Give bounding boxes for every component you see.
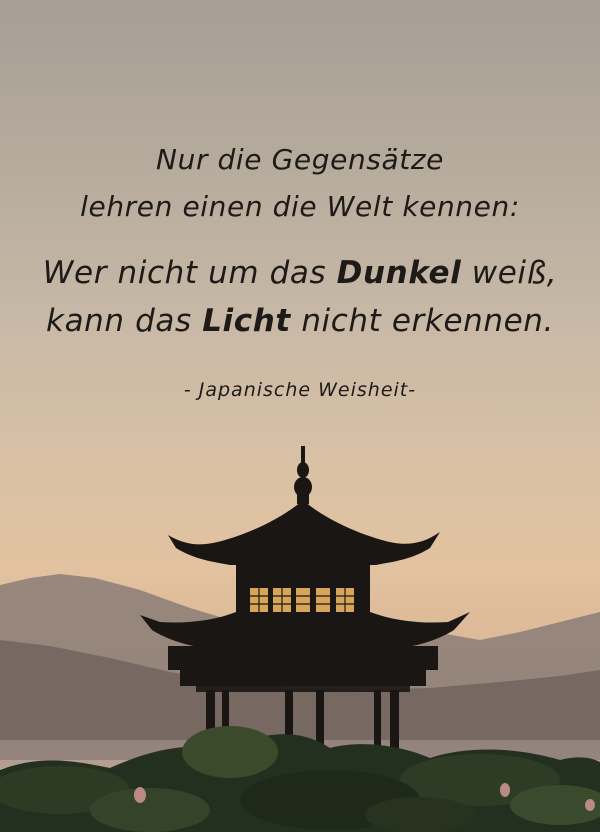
lit-windows bbox=[250, 588, 354, 612]
quote-line-4-end: nicht erkennen. bbox=[290, 303, 554, 339]
quote-line-3-end: weiß, bbox=[461, 255, 558, 291]
quote-line-4 bbox=[0, 302, 600, 340]
quote-line-3 bbox=[0, 254, 600, 292]
quote-attribution: - Japanische Weisheit- bbox=[183, 379, 417, 401]
quote-line-1: Nur die Gegensätze bbox=[156, 143, 444, 176]
quote-emphasis-licht: Licht bbox=[202, 303, 291, 339]
quote-emphasis-dunkel: Dunkel bbox=[336, 255, 462, 291]
quote-line-2: lehren einen die Welt kennen: bbox=[80, 190, 520, 223]
quote-line-3-start: Wer nicht um das bbox=[42, 255, 337, 291]
quote-line-4-start: kann das bbox=[46, 303, 203, 339]
